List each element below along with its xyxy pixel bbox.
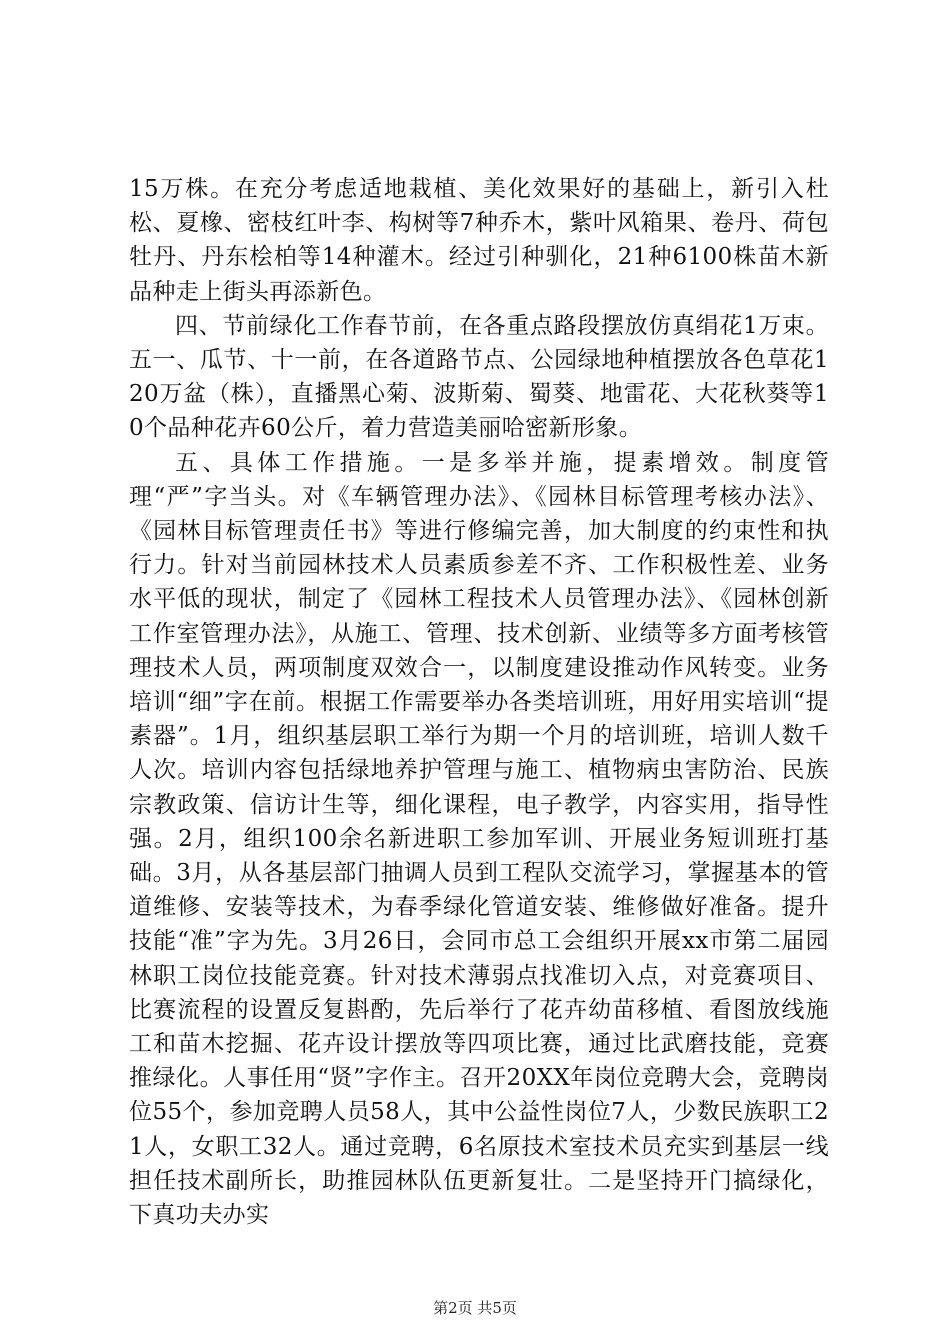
- paragraph-2: 四、节前绿化工作春节前，在各重点路段摆放仿真绢花1万束。五一、瓜节、十一前，在各道路节点、公园绿地种植摆放各色草花120万盆（株），直播黑心菊、波斯菊、蜀葵、地雷花、大花秋葵等10个品种花卉60公斤，着力营造美丽哈密新形象。: [129, 312, 829, 442]
- document-body: [129, 172, 829, 1232]
- page-footer: 第2页 共5页: [433, 1299, 517, 1317]
- paragraph-3: 五、具体工作措施。一是多举并施，提素增效。制度管理“严”字当头。对《车辆管理办法》、《园林目标管理考核办法》、《园林目标管理责任书》等进行修编完善，加大制度的约束性和执行力。针对当前园林技术人员素质参差不齐、工作积极性差、业务水平低的现状，制定了《园林工程技术人员管理办法》、《园林创新工作室管理办法》，从施工、管理、技术创新、业绩等多方面考核管理技术人员，两项制度双效合一，以制度建设推动作风转变。业务培训“细”字在前。根据工作需要举办各类培训班，用好用实培训“提素器”。1月，组织基层职工举行为期一个月的培训班，培训人数千人次。培训内容包括绿地养护管理与施工、植物病虫害防治、民族宗教政策、信访计生等，细化课程，电子教学，内容实用，指导性强。2月，组织100余名新进职工参加军训、开展业务短训班打基础。3月，从各基层部门抽调人员到工程队交流学习，掌握基本的管道维修、安装等技术，为春季绿化管道安装、维修做好准备。提升技能“准”字为先。3月26日，会同市总工会组织开展xx市第二届园林职工岗位技能竞赛。针对技术薄弱点找准切入点，对竞赛项目、比赛流程的设置反复斟酌，先后举行了花卉幼苗移植、看图放线施工和苗木挖掘、花卉设计摆放等四项比赛，通过比武磨技能，竞赛推绿化。人事任用“贤”字作主。召开20XX年岗位竞聘大会，竞聘岗位55个，参加竞聘人员58人，其中公益性岗位7人，少数民族职工21人，女职工32人。通过竞聘，6名原技术室技术员充实到基层一线担任技术副所长，助推园林队伍更新复壮。二是坚持开门搞绿化，下真功夫办实: [129, 449, 829, 1229]
- paragraph-1: 15万株。在充分考虑适地栽植、美化效果好的基础上，新引入杜松、夏橡、密枝红叶李、构树等7种乔木，紫叶风箱果、卷丹、荷包牡丹、丹东桧柏等14种灌木。经过引种驯化，21种6100株苗木新品种走上街头再添新色。: [129, 176, 829, 305]
